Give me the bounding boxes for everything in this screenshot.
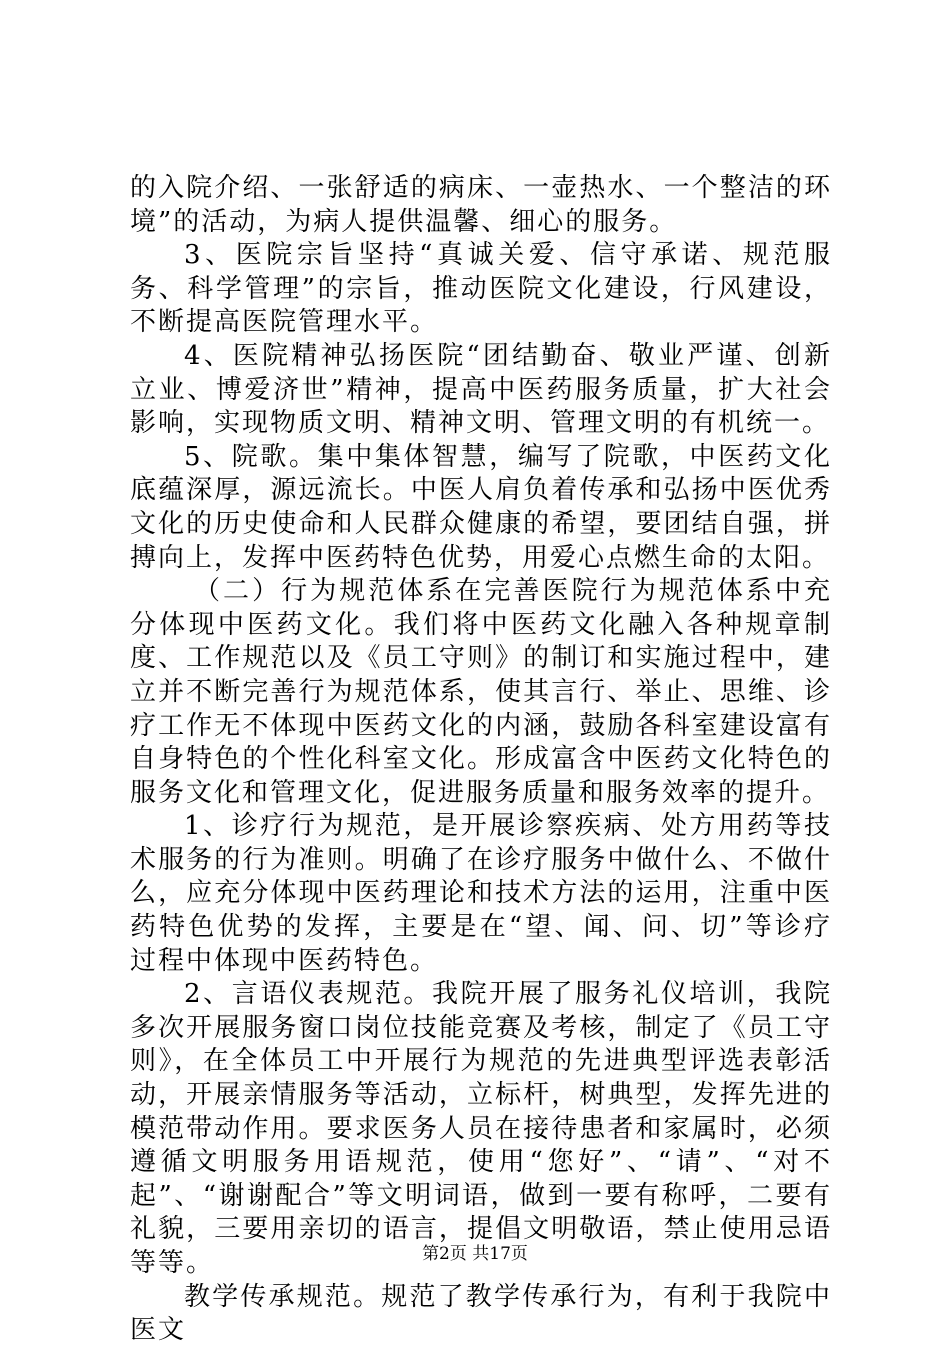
paragraph-hospital-song: 5、院歌。集中集体智慧，编写了院歌，中医药文化底蕴深厚，源远流长。中医人肩负着传承和弘扬中医优秀文化的历史使命和人民群众健康的希望，要团结自强，拼搏向上，发挥中医药特色优势，用爱心点燃生命的太阳。 bbox=[130, 441, 832, 573]
paragraph-hospital-spirit: 4、医院精神弘扬医院“团结勤奋、敬业严谨、创新立业、博爱济世”精神，提高中医药服务质量，扩大社会影响，实现物质文明、精神文明、管理文明的有机统一。 bbox=[130, 340, 832, 439]
page-number-footer: 第2页 共17页 bbox=[422, 1244, 528, 1264]
paragraph-behavior-norms: （二）行为规范体系在完善医院行为规范体系中充分体现中医药文化。我们将中医药文化融入各种规章制度、工作规范以及《员工守则》的制订和实施过程中，建立并不断完善行为规范体系，使其言行、举止、思维、诊疗工作无不体现中医药文化的内涵，鼓励各科室建设富有自身特色的个性化科室文化。形成富含中医药文化特色的服务文化和管理文化，促进服务质量和服务效率的提升。 bbox=[130, 576, 832, 808]
document-body bbox=[130, 172, 832, 1348]
paragraph-diagnosis-norms: 1、诊疗行为规范，是开展诊察疾病、处方用药等技术服务的行为准则。明确了在诊疗服务中做什么、不做什么，应充分体现中医药理论和技术方法的运用，注重中医药特色优势的发挥，主要是在“望、闻、问、切”等诊疗过程中体现中医药特色。 bbox=[130, 811, 832, 976]
paragraph-teaching-norms: 教学传承规范。规范了教学传承行为，有利于我院中医文 bbox=[130, 1281, 832, 1346]
paragraph-speech-norms: 2、言语仪表规范。我院开展了服务礼仪培训，我院多次开展服务窗口岗位技能竞赛及考核，制定了《员工守则》，在全体员工中开展行为规范的先进典型评选表彰活动，开展亲情服务等活动，立标杆，树典型，发挥先进的模范带动作用。要求医务人员在接待患者和家属时，必须遵循文明服务用语规范，使用“您好”、“请”、“对不起”、“谢谢配合”等文明词语，做到一要有称呼，二要有礼貌，三要用亲切的语言，提倡文明敬语，禁止使用忌语等等。 bbox=[130, 979, 832, 1278]
paragraph-hospital-tenet: 3、医院宗旨坚持“真诚关爱、信守承诺、规范服务、科学管理”的宗旨，推动医院文化建设，行风建设，不断提高医院管理水平。 bbox=[130, 240, 832, 338]
paragraph-continuation: 的入院介绍、一张舒适的病床、一壶热水、一个整洁的环境”的活动，为病人提供温馨、细心的服务。 bbox=[130, 173, 832, 237]
